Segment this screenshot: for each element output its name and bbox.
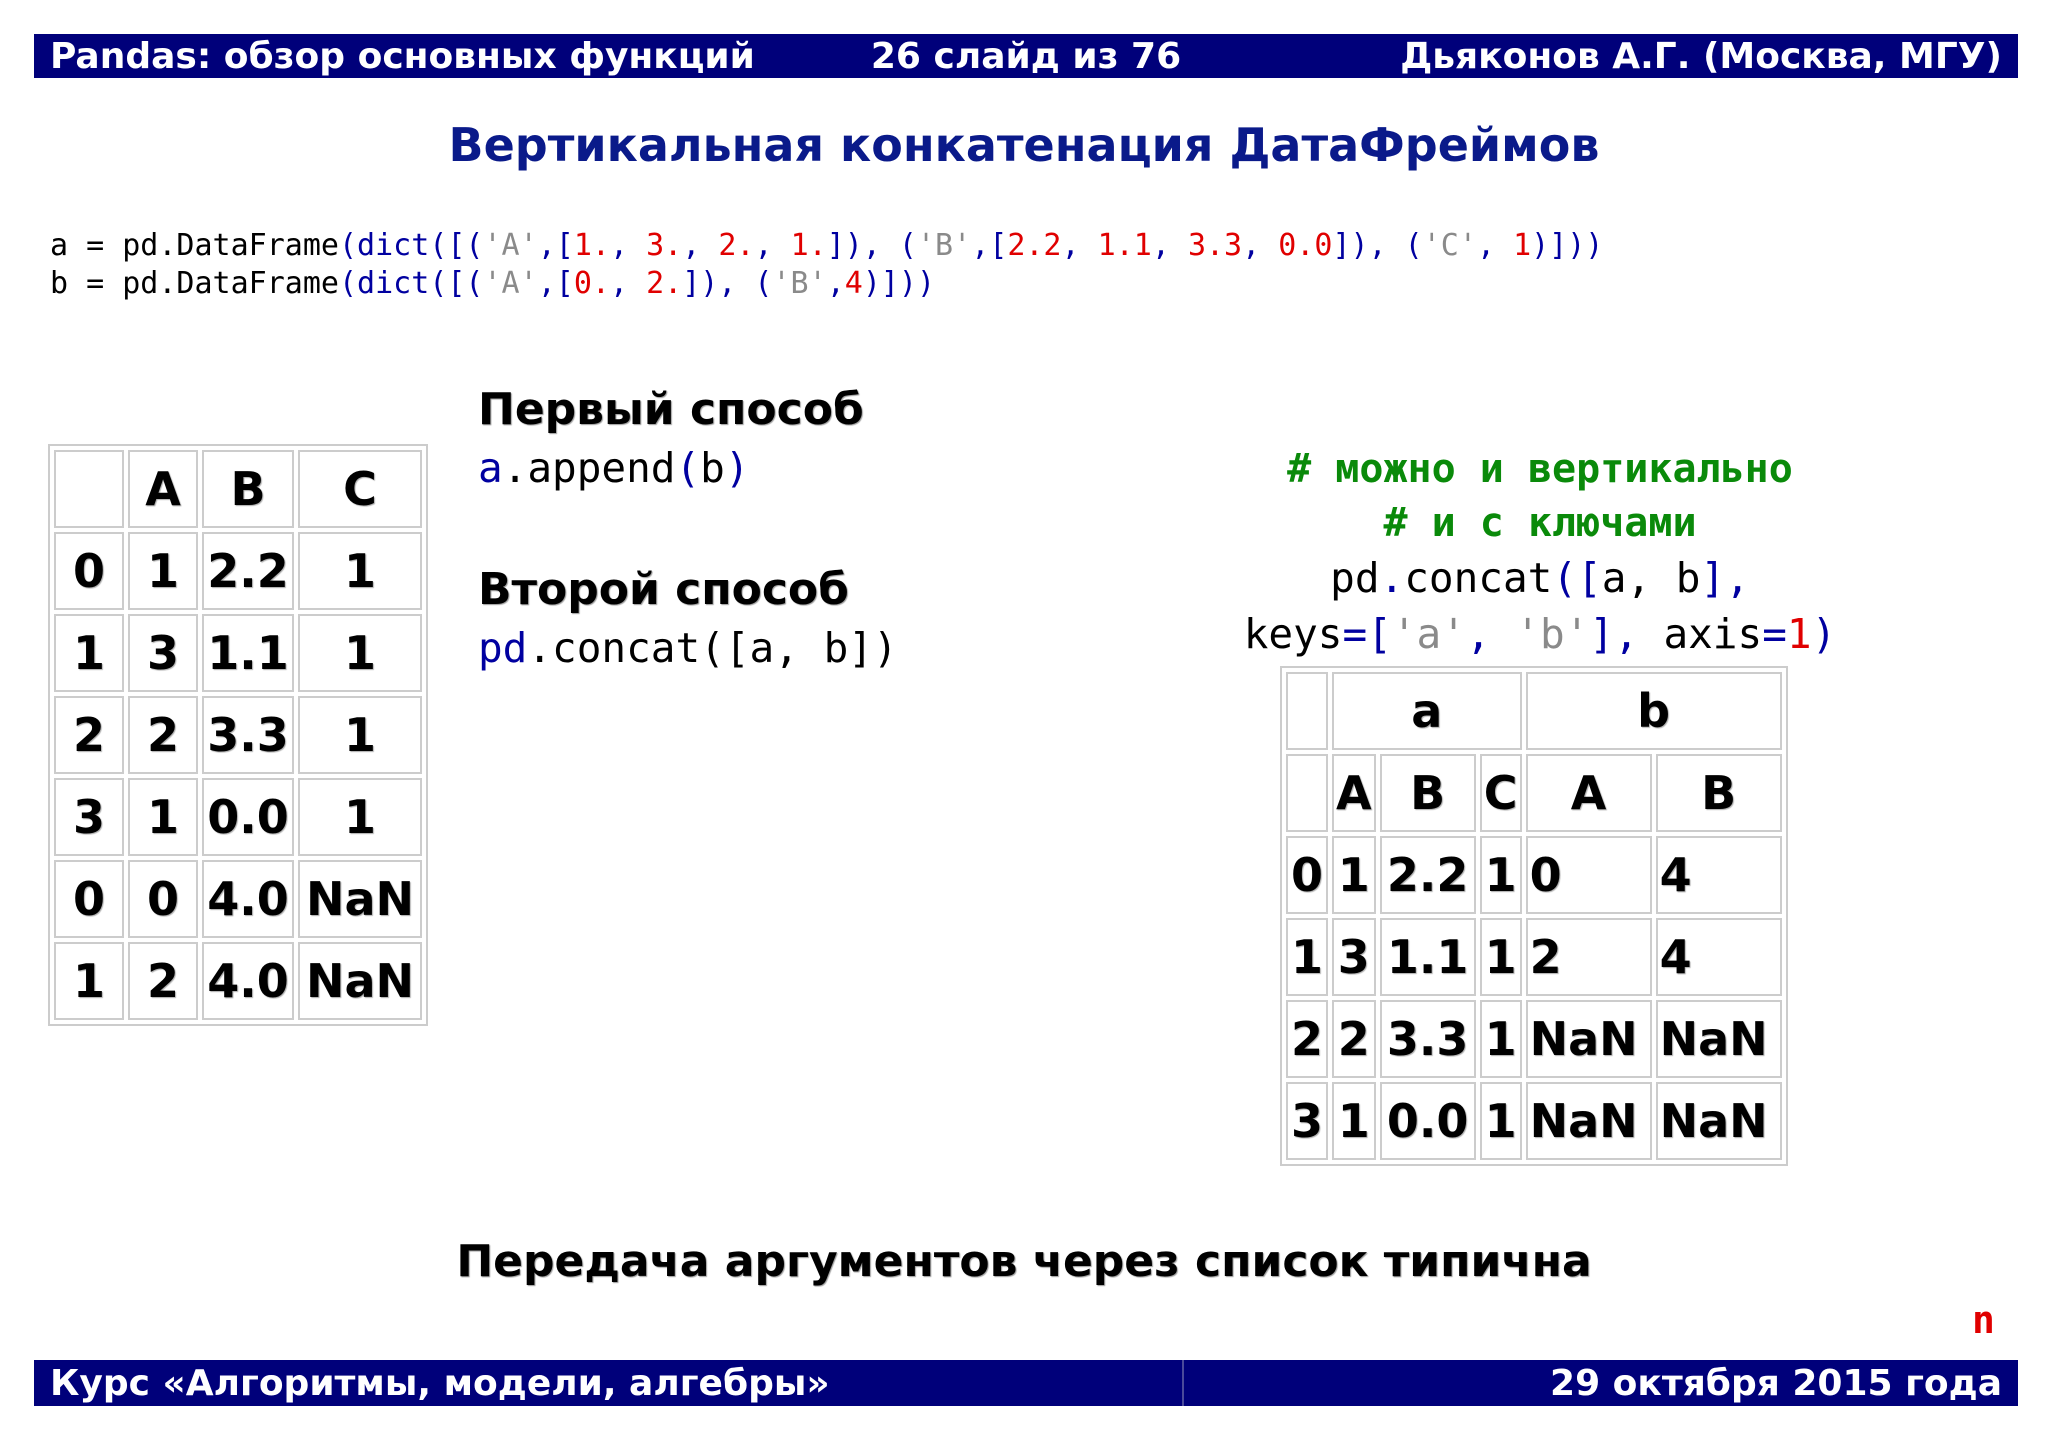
table-row bbox=[1286, 1000, 1782, 1078]
table-cell: b bbox=[1526, 672, 1782, 750]
table-cell: C bbox=[1480, 754, 1522, 832]
table-cell: 4 bbox=[1656, 918, 1782, 996]
code-a-token: 2.2 bbox=[1007, 228, 1062, 263]
table-row bbox=[54, 532, 422, 610]
table-cell: 2 bbox=[1286, 1000, 1328, 1078]
table-cell: 1 bbox=[1480, 1000, 1522, 1078]
code-a-token: 1. bbox=[573, 228, 610, 263]
table-cell: 1.1 bbox=[1380, 918, 1476, 996]
table-cell: 0.0 bbox=[1380, 1082, 1476, 1160]
table-cell: 3 bbox=[1286, 1082, 1328, 1160]
table-cell: 1 bbox=[1332, 836, 1376, 914]
table-cell: 1.1 bbox=[202, 614, 294, 692]
code-a-token: , bbox=[1061, 228, 1098, 263]
method1-token: b bbox=[700, 444, 725, 492]
code-a-token: )])) bbox=[1531, 228, 1604, 263]
code-a-token: ]), ( bbox=[1332, 228, 1423, 263]
footer-bar bbox=[34, 1360, 2018, 1406]
concat1-token: pd bbox=[1330, 554, 1380, 602]
slide-counter: 26 слайд из 76 bbox=[870, 35, 1182, 77]
table-cell: 1 bbox=[1480, 1082, 1522, 1160]
footer-course: Курс «Алгоритмы, модели, алгебры» bbox=[50, 1362, 830, 1404]
table-cell: 4 bbox=[1656, 836, 1782, 914]
table-cell: 0 bbox=[1286, 836, 1328, 914]
code-a-token: ,[ bbox=[537, 228, 574, 263]
code-a-token: , bbox=[1242, 228, 1279, 263]
concat1-token: ([ bbox=[1552, 554, 1602, 602]
table-row bbox=[54, 942, 422, 1020]
code-b-token: 'B' bbox=[772, 266, 827, 301]
table-cell: A bbox=[1526, 754, 1652, 832]
header-author: Дьяконов А.Г. (Москва, МГУ) bbox=[1400, 35, 2002, 77]
code-b-token: , bbox=[609, 266, 647, 301]
method1-token: .append bbox=[502, 444, 676, 492]
table-row bbox=[54, 696, 422, 774]
header-bar bbox=[34, 34, 2018, 78]
table-cell: 1 bbox=[128, 778, 198, 856]
code-a-token: ]), ( bbox=[826, 228, 917, 263]
concat-code-line2 bbox=[1160, 610, 1920, 658]
method2-code bbox=[478, 624, 898, 672]
method1-heading: Первый способ bbox=[478, 384, 864, 435]
table-cell: 1 bbox=[298, 532, 422, 610]
code-b-token: , bbox=[826, 266, 845, 301]
code-a-token: 3.3 bbox=[1187, 228, 1243, 263]
code-b-token: 2. bbox=[646, 266, 683, 301]
table-cell: 3 bbox=[1332, 918, 1376, 996]
code-a-token: a = bbox=[50, 228, 123, 263]
comment-keys: # и с ключами bbox=[1383, 500, 1697, 546]
page-mark: n bbox=[1972, 1298, 1995, 1342]
concat1-token: ], bbox=[1700, 554, 1750, 602]
code-a-token: , bbox=[1476, 228, 1514, 263]
table-cell: B bbox=[1380, 754, 1476, 832]
table-header-row bbox=[1286, 754, 1782, 832]
concat2-token: axis bbox=[1663, 610, 1763, 658]
concat1-token: a, b bbox=[1601, 554, 1701, 602]
table-cell: 0 bbox=[54, 860, 124, 938]
summary-note: Передача аргументов через список типична bbox=[456, 1236, 1592, 1287]
comment-vertical: # можно и вертикально bbox=[1287, 446, 1793, 492]
code-a-token: , bbox=[609, 228, 647, 263]
concat2-token: =[ bbox=[1342, 610, 1392, 658]
method1-token: ( bbox=[675, 444, 701, 492]
method1-token: ) bbox=[724, 444, 750, 492]
table-cell: 1 bbox=[1332, 1082, 1376, 1160]
table-cell: 1 bbox=[298, 778, 422, 856]
table-cell bbox=[1286, 754, 1328, 832]
table-cell: B bbox=[1656, 754, 1782, 832]
concat2-token: ) bbox=[1811, 610, 1837, 658]
code-a-token: 0.0 bbox=[1278, 228, 1333, 263]
table-group-row bbox=[1286, 672, 1782, 750]
table-cell: 1 bbox=[298, 614, 422, 692]
footer-date: 29 октября 2015 года bbox=[1550, 1362, 2002, 1404]
concat2-token: = bbox=[1762, 610, 1787, 658]
concat1-token: concat bbox=[1404, 554, 1553, 602]
code-b-token: 4 bbox=[844, 266, 863, 301]
code-a-token: 1. bbox=[790, 228, 827, 263]
code-a-token: 'B' bbox=[917, 228, 972, 263]
code-a-token: 1.1 bbox=[1097, 228, 1152, 263]
table-cell: 2 bbox=[54, 696, 124, 774]
table-cell: NaN bbox=[1526, 1082, 1652, 1160]
concat-keys-result-table bbox=[1280, 666, 1788, 1166]
footer-divider bbox=[1182, 1360, 1184, 1406]
table-row bbox=[54, 778, 422, 856]
table-cell: NaN bbox=[1656, 1000, 1782, 1078]
table-cell: 1 bbox=[54, 614, 124, 692]
table-cell: 0.0 bbox=[202, 778, 294, 856]
table-row bbox=[54, 614, 422, 692]
concat2-token: 1 bbox=[1786, 610, 1812, 658]
table-cell: 3.3 bbox=[1380, 1000, 1476, 1078]
table-cell: NaN bbox=[1656, 1082, 1782, 1160]
code-b-token: b = bbox=[50, 266, 123, 301]
code-b-token: ]), ( bbox=[682, 266, 773, 301]
table-cell: NaN bbox=[298, 942, 422, 1020]
code-a-token: 'A' bbox=[483, 228, 538, 263]
concat1-token: . bbox=[1379, 554, 1405, 602]
table-cell: 3.3 bbox=[202, 696, 294, 774]
table-cell: 0 bbox=[54, 532, 124, 610]
concat-code-line1 bbox=[1160, 554, 1920, 602]
table-cell: 2 bbox=[128, 942, 198, 1020]
table-cell: A bbox=[1332, 754, 1376, 832]
code-a-token: , bbox=[682, 228, 719, 263]
code-line-a bbox=[50, 228, 1603, 263]
code-b-token: )])) bbox=[862, 266, 936, 301]
code-a-token: , bbox=[1151, 228, 1188, 263]
table-cell: 2 bbox=[1332, 1000, 1376, 1078]
code-b-token: 0. bbox=[573, 266, 610, 301]
code-a-token: 'C' bbox=[1422, 228, 1477, 263]
code-a-token: 2. bbox=[718, 228, 755, 263]
table-cell: 4.0 bbox=[202, 942, 294, 1020]
table-cell: NaN bbox=[1526, 1000, 1652, 1078]
table-cell: 3 bbox=[54, 778, 124, 856]
table-cell: 1 bbox=[298, 696, 422, 774]
table-cell: 0 bbox=[128, 860, 198, 938]
code-b-token: 'A' bbox=[483, 266, 538, 301]
header-left: Pandas: обзор основных функций bbox=[50, 35, 755, 77]
table-cell: 1 bbox=[54, 942, 124, 1020]
table-row bbox=[54, 860, 422, 938]
code-line-b bbox=[50, 266, 935, 301]
code-a-token: 3. bbox=[646, 228, 683, 263]
table-cell: 1 bbox=[1480, 918, 1522, 996]
code-a-token: 1 bbox=[1513, 228, 1532, 263]
method2-token: .concat([a, b]) bbox=[527, 624, 898, 672]
table-cell: NaN bbox=[298, 860, 422, 938]
table-row bbox=[1286, 836, 1782, 914]
table-cell: 2 bbox=[1526, 918, 1652, 996]
table-cell: A bbox=[128, 450, 198, 528]
slide-title: Вертикальная конкатенация ДатаФреймов bbox=[448, 118, 1600, 172]
table-cell: a bbox=[1332, 672, 1522, 750]
table-cell: 2.2 bbox=[202, 532, 294, 610]
table-cell: 3 bbox=[128, 614, 198, 692]
table-cell bbox=[54, 450, 124, 528]
code-a-token: , bbox=[754, 228, 791, 263]
table-cell: C bbox=[298, 450, 422, 528]
concat2-token: ], bbox=[1589, 610, 1664, 658]
code-a-token: pd.DataFrame bbox=[122, 228, 339, 263]
code-a-token: ,[ bbox=[971, 228, 1008, 263]
method1-token: a bbox=[478, 444, 503, 492]
method2-heading: Второй способ bbox=[478, 564, 849, 615]
concat2-token: 'b' bbox=[1515, 610, 1590, 658]
table-row bbox=[1286, 1082, 1782, 1160]
table-cell: 2 bbox=[128, 696, 198, 774]
table-cell: B bbox=[202, 450, 294, 528]
table-cell bbox=[1286, 672, 1328, 750]
append-result-table bbox=[48, 444, 428, 1026]
table-cell: 1 bbox=[1286, 918, 1328, 996]
table-cell: 0 bbox=[1526, 836, 1652, 914]
concat2-token: 'a' bbox=[1391, 610, 1466, 658]
code-b-token: pd.DataFrame bbox=[122, 266, 339, 301]
table-cell: 1 bbox=[128, 532, 198, 610]
code-b-token: (dict([( bbox=[339, 266, 484, 301]
concat2-token: keys bbox=[1243, 610, 1343, 658]
code-b-token: ,[ bbox=[537, 266, 574, 301]
table-row bbox=[1286, 918, 1782, 996]
table-header-row bbox=[54, 450, 422, 528]
method2-token: pd bbox=[478, 624, 528, 672]
table-cell: 4.0 bbox=[202, 860, 294, 938]
code-a-token: (dict([( bbox=[339, 228, 484, 263]
method1-code bbox=[478, 444, 750, 492]
concat2-token: , bbox=[1465, 610, 1516, 658]
table-cell: 2.2 bbox=[1380, 836, 1476, 914]
table-cell: 1 bbox=[1480, 836, 1522, 914]
